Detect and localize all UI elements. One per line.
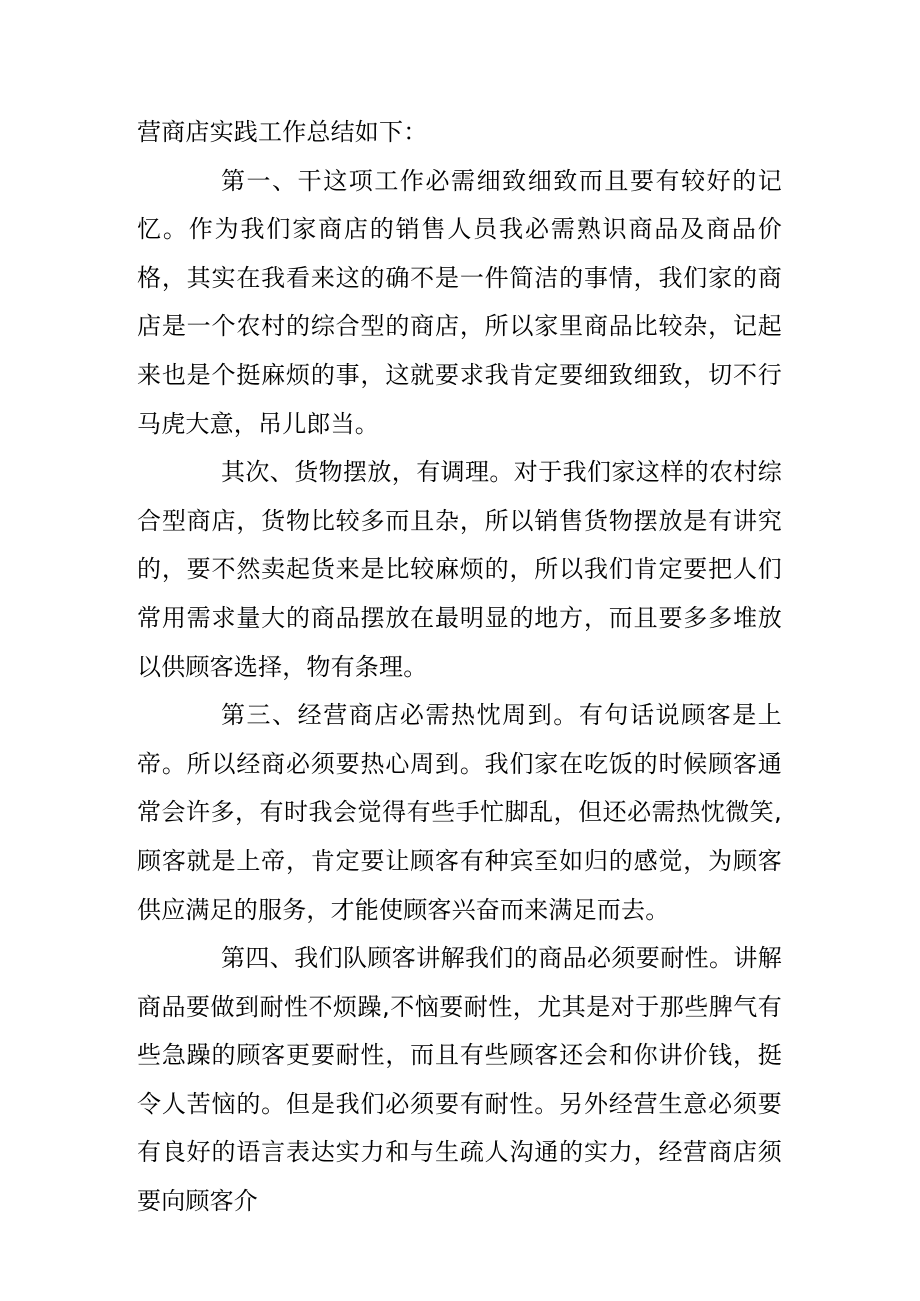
paragraph-first: 第一、干这项工作必需细致细致而且要有较好的记忆。作为我们家商店的销售人员我必需熟识商品及商品价格，其实在我看来这的确不是一件简洁的事情，我们家的商店是一个农村的综合型的商店，所以家里商品比较杂，记起来也是个挺麻烦的事，这就要求我肯定要细致细致，切不行马虎大意，吊儿郎当。	[137, 166, 782, 438]
document-body	[137, 108, 782, 1226]
paragraph-fourth: 第四、我们队顾客讲解我们的商品必须要耐性。讲解商品要做到耐性不烦躁,不恼要耐性，尤其是对于那些脾气有些急躁的顾客更要耐性，而且有些顾客还会和你讲价钱，挺令人苦恼的。但是我们必须要有耐性。另外经营生意必须要有良好的语言表达实力和与生疏人沟通的实力，经营商店须要向顾客介	[137, 944, 782, 1216]
paragraph-intro: 营商店实践工作总结如下：	[137, 118, 428, 146]
paragraph-third: 第三、经营商店必需热忱周到。有句话说顾客是上帝。所以经商必须要热心周到。我们家在吃饭的时候顾客通常会许多，有时我会觉得有些手忙脚乱，但还必需热忱微笑,顾客就是上帝，肯定要让顾客有种宾至如归的感觉，为顾客供应满足的服务，才能使顾客兴奋而来满足而去。	[137, 701, 782, 924]
paragraph-second: 其次、货物摆放，有调理。对于我们家这样的农村综合型商店，货物比较多而且杂，所以销售货物摆放是有讲究的，要不然卖起货来是比较麻烦的，所以我们肯定要把人们常用需求量大的商品摆放在最明显的地方，而且要多多堆放以供顾客选择，物有条理。	[137, 458, 782, 681]
